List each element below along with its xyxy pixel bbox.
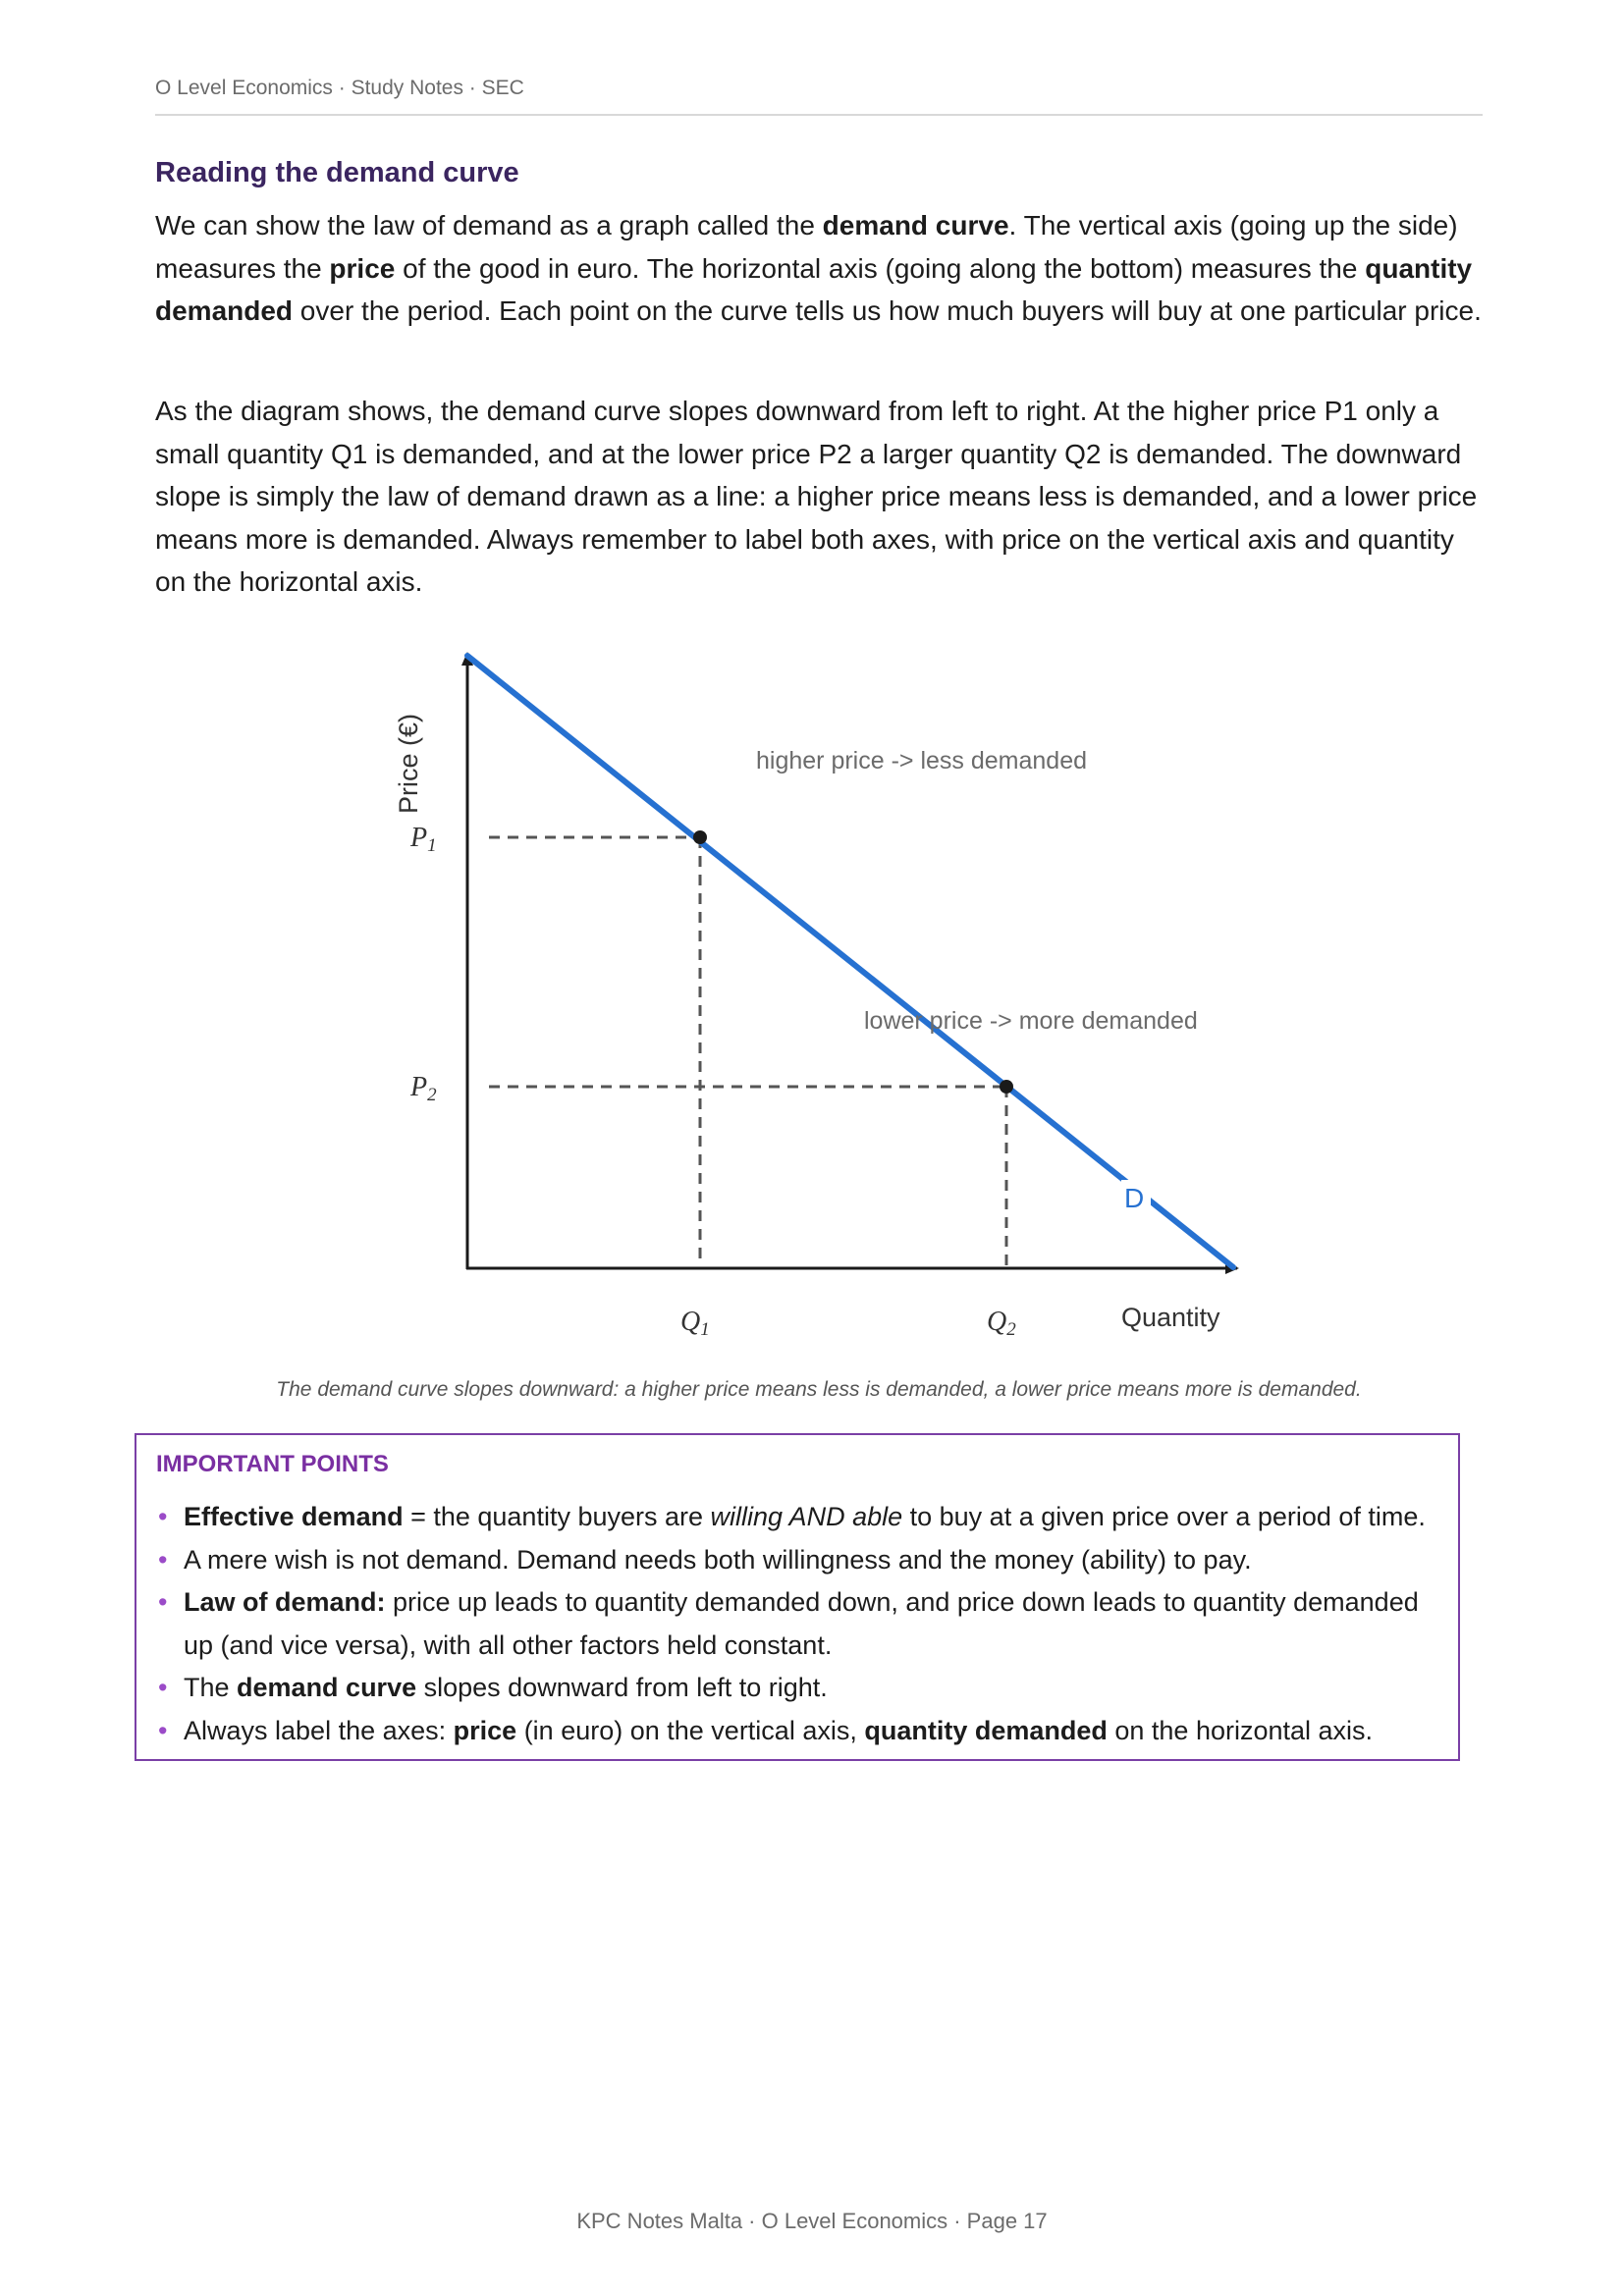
bullet-icon: •	[158, 1673, 168, 1702]
list-item: • Effective demand = the quantity buyers are willing AND able to buy at a given price over a period of time.	[156, 1496, 1442, 1539]
demand-curve-diagram	[373, 638, 1276, 1345]
important-points-list	[156, 1496, 1442, 1752]
list-item: • Law of demand: price up leads to quantity demanded down, and price down leads to quantity demanded up (and vice versa), with all other factors held constant.	[156, 1581, 1442, 1667]
y-axis-label: Price (€)	[394, 713, 423, 815]
bullet-icon: •	[158, 1502, 168, 1531]
point-p1-q1	[693, 830, 707, 844]
page-footer: KPC Notes Malta · O Level Economics · Page 17	[576, 2209, 1048, 2233]
demand-curve-figure	[373, 638, 1276, 1345]
list-item: • The demand curve slopes downward from left to right.	[156, 1667, 1442, 1710]
x-axis-label: Quantity	[1121, 1303, 1220, 1332]
list-item: • Always label the axes: price (in euro) on the vertical axis, quantity demanded on the horizontal axis.	[156, 1710, 1442, 1753]
tick-label-q1: Q1	[680, 1307, 710, 1340]
annotation-lower-price: lower price -> more demanded	[864, 1007, 1198, 1035]
bullet-icon: •	[158, 1715, 168, 1745]
bullet-icon: •	[158, 1587, 168, 1617]
paragraph-diagram-explanation: As the diagram shows, the demand curve slopes downward from left to right. At the higher price P1 only a small quantity Q1 is demanded, and at the lower price P2 a larger quantity Q2 is demanded. The downward slope is simply the law of demand drawn as a line: a higher price means less is demanded, and a lower price means more is demanded. Always remember to label both axes, with price on the vertical axis and quantity on the horizontal axis.	[155, 396, 1478, 597]
paragraph-demand-curve-intro: We can show the law of demand as a graph called the demand curve. The vertical axis (going up the side) measures the price of the good in euro. The horizontal axis (going along the bottom) measures the quantity demanded over the period. Each point on the curve tells us how much buyers will buy at one particular price.	[155, 210, 1482, 326]
bullet-icon: •	[158, 1544, 168, 1575]
tick-label-q2: Q2	[987, 1307, 1016, 1340]
annotation-higher-price: higher price -> less demanded	[756, 747, 1087, 774]
term-price: price	[329, 252, 396, 284]
term-demand-curve: demand curve	[822, 210, 1009, 240]
figure-caption: The demand curve slopes downward: a higher price means less is demanded, a lower price means more is demanded.	[276, 1378, 1362, 1401]
curve-label-d: D	[1124, 1183, 1145, 1213]
term-quantity-demanded: quantity demanded	[155, 252, 1473, 326]
running-header: O Level Economics · Study Notes · SEC	[155, 77, 1483, 116]
list-item: • A mere wish is not demand. Demand needs both willingness and the money (ability) to pay.	[156, 1539, 1442, 1582]
section-title: Reading the demand curve	[155, 157, 519, 188]
tick-label-p2: P2	[410, 1072, 437, 1105]
important-points-box	[135, 1433, 1460, 1761]
important-points-title: IMPORTANT POINTS	[156, 1451, 389, 1477]
point-p2-q2	[1000, 1080, 1013, 1094]
tick-label-p1: P1	[410, 823, 437, 856]
